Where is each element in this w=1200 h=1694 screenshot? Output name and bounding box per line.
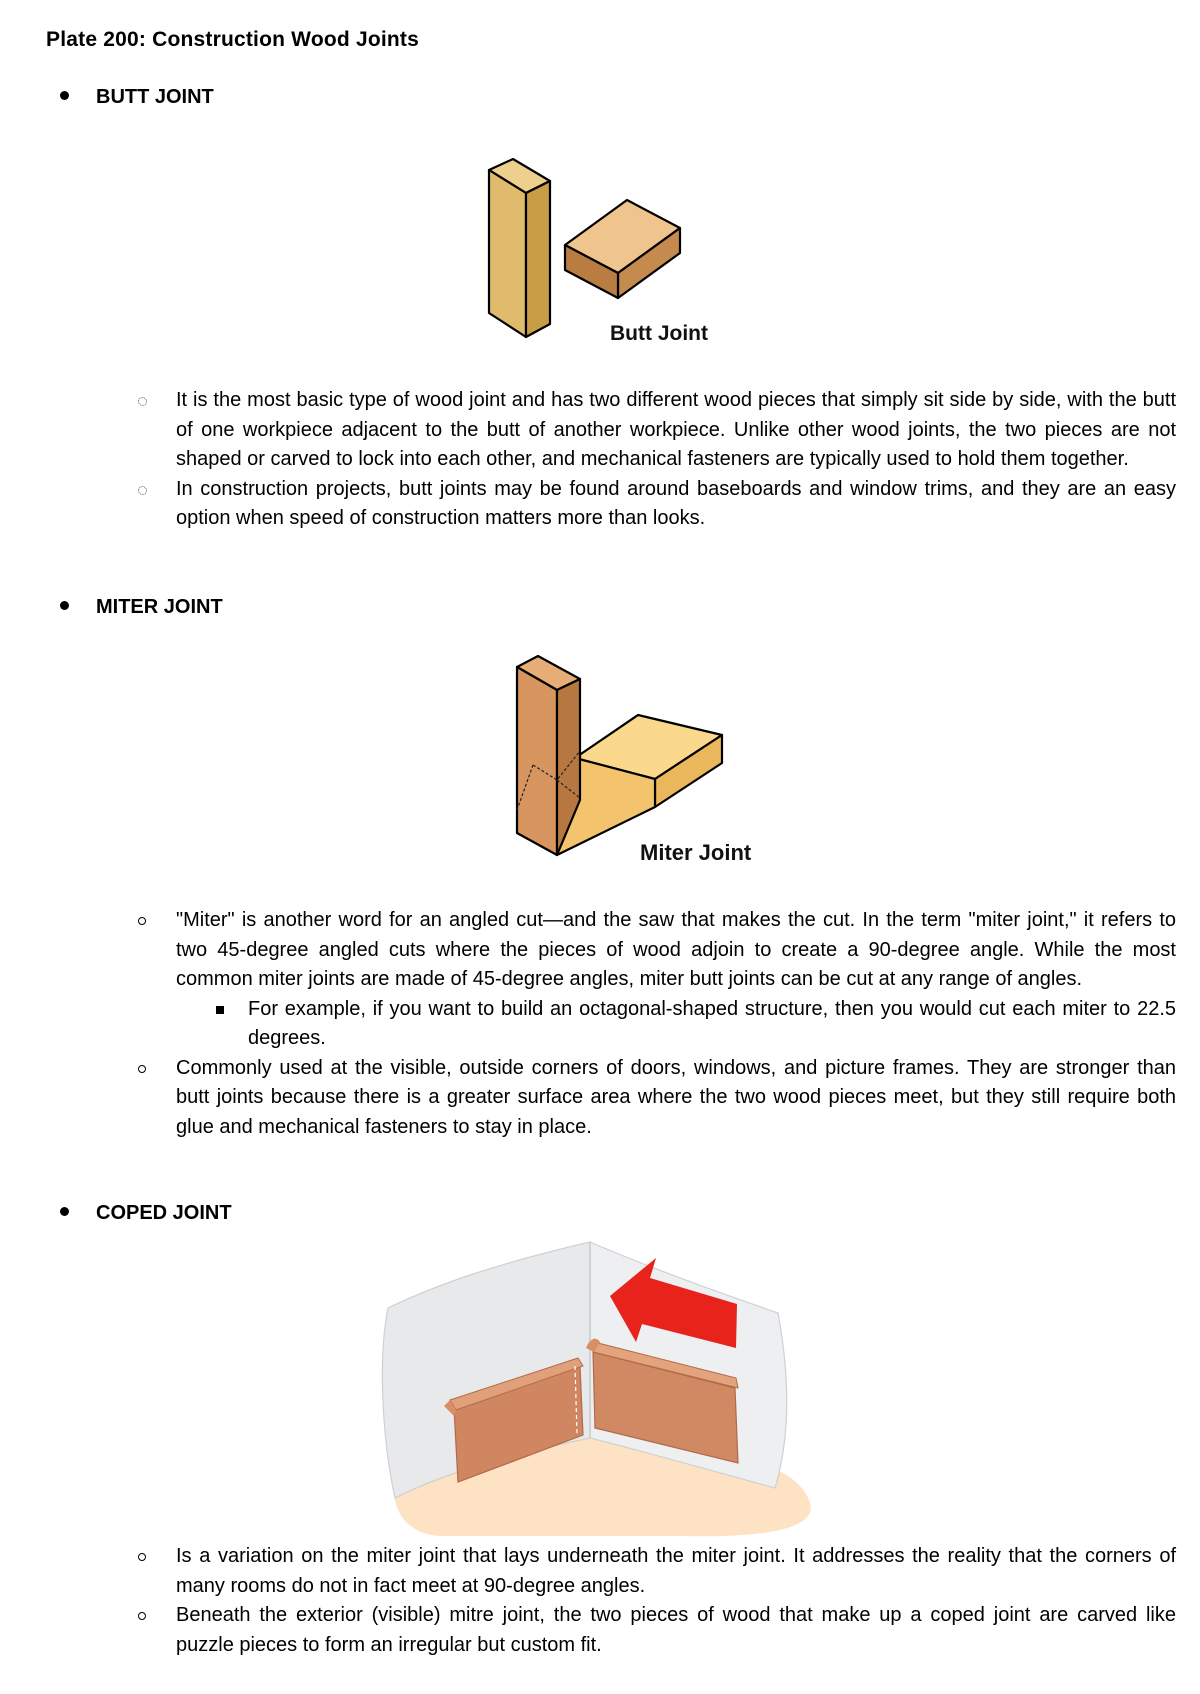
section-heading-text: MITER JOINT [96,596,223,618]
list-item [136,386,1176,475]
section-heading-text: COPED JOINT [96,1202,232,1224]
list-item-text: For example, if you want to build an octagonal-shaped structure, then you would cut each miter to 22.5 degrees. [248,997,1176,1049]
coped-joint-list [136,1542,1176,1660]
bullet-dot-icon [60,1207,69,1216]
bullet-dot-icon [60,601,69,610]
dotted-circle-bullet-icon [138,486,147,495]
circle-bullet-icon [138,1065,146,1073]
list-item [136,1054,1176,1143]
list-item [136,906,1176,995]
butt-joint-list [136,386,1176,534]
miter-upright-front [517,667,557,855]
list-item-text: In construction projects, butt joints may be found around baseboards and window trims, and they are an easy option when speed of construction matters more than looks. [176,477,1176,529]
circle-bullet-icon [138,1612,146,1620]
circle-bullet-icon [138,1553,146,1561]
list-item [136,1542,1176,1601]
circle-bullet-icon [138,917,146,925]
list-item [136,1601,1176,1660]
butt-joint-illustration [480,150,740,350]
dotted-circle-bullet-icon [138,397,147,406]
list-item-text: Commonly used at the visible, outside corners of doors, windows, and picture frames. They are stronger than butt joints because there is a greater surface area where the two wood pieces meet, but they still require both glue and mechanical fasteners to stay in place. [176,1056,1176,1138]
list-item [136,475,1176,534]
butt-joint-figure-label: Butt Joint [610,322,708,345]
miter-joint-illustration [505,655,775,870]
miter-joint-figure-label: Miter Joint [640,840,752,865]
square-bullet-icon [216,1006,224,1014]
coped-joint-illustration [380,1238,820,1538]
list-item-text: "Miter" is another word for an angled cut—and the saw that makes the cut. In the term "miter joint," it refers to two 45-degree angled cuts where the pieces of wood adjoin to create a 90-degree angle. While the most common miter joints are made of 45-degree angles, miter butt joints can be cut at any range of angles. [176,909,1176,990]
section-heading-coped-joint [60,1202,232,1225]
section-heading-miter-joint [60,596,223,619]
page-title: Plate 200: Construction Wood Joints [46,28,419,51]
list-item-text: Is a variation on the miter joint that lays underneath the miter joint. It addresses the reality that the corners of many rooms do not in fact meet at 90-degree angles. [176,1545,1176,1597]
list-item-text: Beneath the exterior (visible) mitre joint, the two pieces of wood that make up a coped joint are carved like puzzle pieces to form an irregular but custom fit. [176,1604,1176,1656]
miter-joint-list [136,906,1176,1142]
list-item-text: It is the most basic type of wood joint and has two different wood pieces that simply sit side by side, with the butt of one workpiece adjacent to the butt of another workpiece. Unlike other wood joints, the two pieces are not shaped or carved to lock into each other, and mechanical fasteners are typically used to hold them together. [176,389,1176,470]
butt-upright-side [526,181,550,337]
section-heading-text: BUTT JOINT [96,86,214,108]
list-sub-item [136,995,1176,1054]
bullet-dot-icon [60,91,69,100]
butt-upright-front [489,170,526,337]
section-heading-butt-joint [60,86,214,109]
